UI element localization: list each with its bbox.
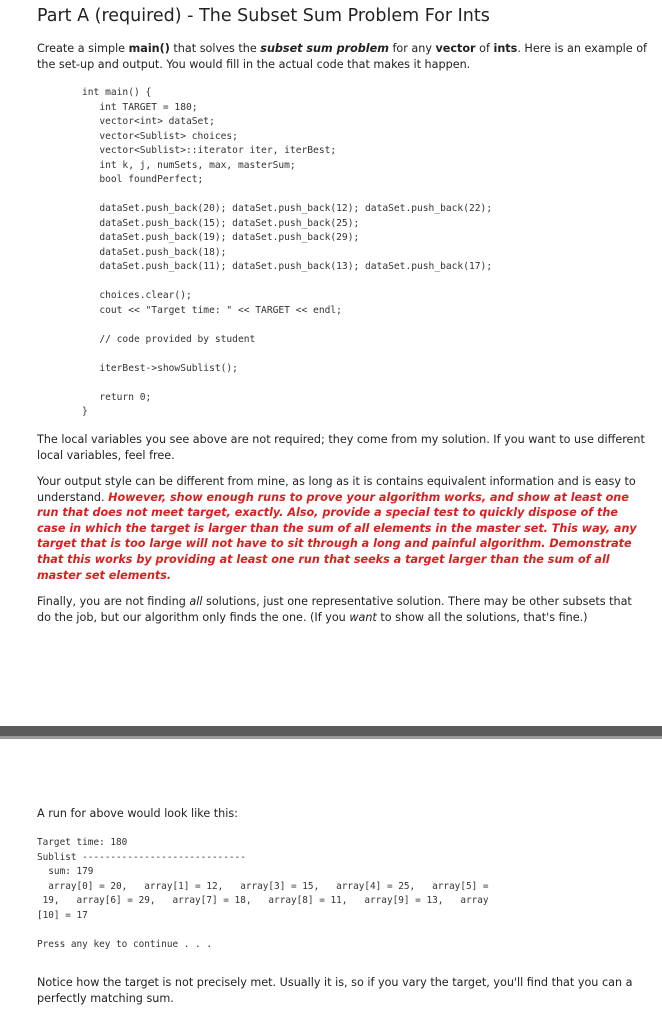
code-line: [82, 376, 492, 391]
intro-text-2: that solves the: [169, 42, 261, 55]
code-line: dataSet.push_back(20); dataSet.push_back(12); dataSet.push_back(22);: [82, 203, 493, 214]
style-emphasis: However, show enough runs to prove your algorithm works, and show at least one run that does not meet target, exactly. Also, provide a special test to quickly dispose of the case in which the target is larger than the sum of all elements in the master set. This way, any target that is too large will not have to sit through a long and painful algorithm. Demonstrate that this works by providing at least one run that seeks a target larger than the sum of all master set elements.: [37, 490, 637, 582]
finally-all: all: [189, 595, 203, 608]
code-line: choices.clear();: [82, 290, 192, 301]
code-line: int main() {: [82, 87, 152, 98]
code-line: dataSet.push_back(11); dataSet.push_back(13); dataSet.push_back(17);: [82, 261, 493, 272]
code-line: vector<int> dataSet;: [82, 116, 215, 127]
intro-ints: ints: [493, 42, 518, 55]
intro-paragraph: [37, 41, 647, 72]
code-line: cout << "Target time: " << TARGET << endl;: [82, 304, 342, 316]
code-block: [82, 86, 492, 420]
finally-text-1: Finally, you are not finding: [37, 595, 190, 608]
code-line: dataSet.push_back(18);: [82, 246, 227, 258]
output-line: [10] = 17: [37, 909, 88, 921]
code-line: bool foundPerfect;: [82, 174, 204, 185]
finally-text-3: to show all the solutions, that's fine.): [376, 610, 588, 624]
sample-output-block: [37, 836, 489, 952]
style-text: Your output style can be different from mine, as long as it is contains equivalent information and is easy to understand.: [37, 475, 636, 504]
intro-text-3: for any: [388, 42, 436, 55]
intro-problem-name: subset sum problem: [260, 42, 389, 55]
output-line: array[0] = 20, array[1] = 12, array[3] = 15, array[4] = 25, array[5] =: [37, 880, 489, 892]
notice-paragraph: Notice how the target is not precisely met. Usually it is, so if you vary the target, you'll find that you can a perfectly matching sum.: [37, 976, 633, 1005]
output-line: Press any key to continue . . .: [37, 938, 212, 950]
code-line: vector<Sublist>::iterator iter, iterBest;: [82, 145, 337, 156]
code-line: dataSet.push_back(19); dataSet.push_back(29);: [82, 232, 360, 243]
output-line: [37, 923, 489, 938]
finally-want: want: [349, 610, 377, 624]
code-line: dataSet.push_back(15); dataSet.push_back(25);: [82, 217, 360, 229]
finally-paragraph: [37, 594, 647, 625]
intro-text-1: Create a simple: [37, 42, 129, 55]
intro-main-function: main(): [128, 42, 170, 55]
section-divider: [0, 726, 662, 739]
output-line: Target time: 180: [37, 837, 128, 848]
code-line: }: [82, 406, 88, 417]
intro-text-4: of: [475, 42, 494, 55]
intro-vector: vector: [435, 42, 476, 55]
style-paragraph: [37, 474, 647, 583]
code-line: [82, 188, 492, 203]
code-line: [82, 347, 492, 362]
code-line: [82, 275, 492, 290]
output-line: sum: 179: [37, 866, 94, 877]
code-line: [82, 318, 492, 333]
intro-text-5: . Here is an example of the set-up and output. You would fill in the actual code that makes it happen.: [37, 42, 648, 71]
code-line: int TARGET = 180;: [82, 101, 198, 113]
code-line: int k, j, numSets, max, masterSum;: [82, 159, 296, 171]
output-line: Sublist -----------------------------: [37, 851, 246, 863]
output-line: 19, array[6] = 29, array[7] = 18, array[8] = 11, array[9] = 13, array: [37, 895, 489, 906]
finally-text-2: solutions, just one representative solution. There may be other subsets that do the job, but our algorithm only finds the one. (If you: [37, 595, 632, 624]
run-intro: A run for above would look like this:: [37, 807, 238, 820]
page-title: Part A (required) - The Subset Sum Problem For Ints: [37, 6, 490, 26]
code-line: // code provided by student: [82, 333, 256, 345]
local-vars-paragraph: The local variables you see above are not required; they come from my solution. If you want to use different local variables, feel free.: [37, 433, 645, 462]
code-line: return 0;: [82, 391, 152, 403]
code-line: iterBest->showSublist();: [82, 362, 238, 374]
code-line: vector<Sublist> choices;: [82, 130, 238, 142]
